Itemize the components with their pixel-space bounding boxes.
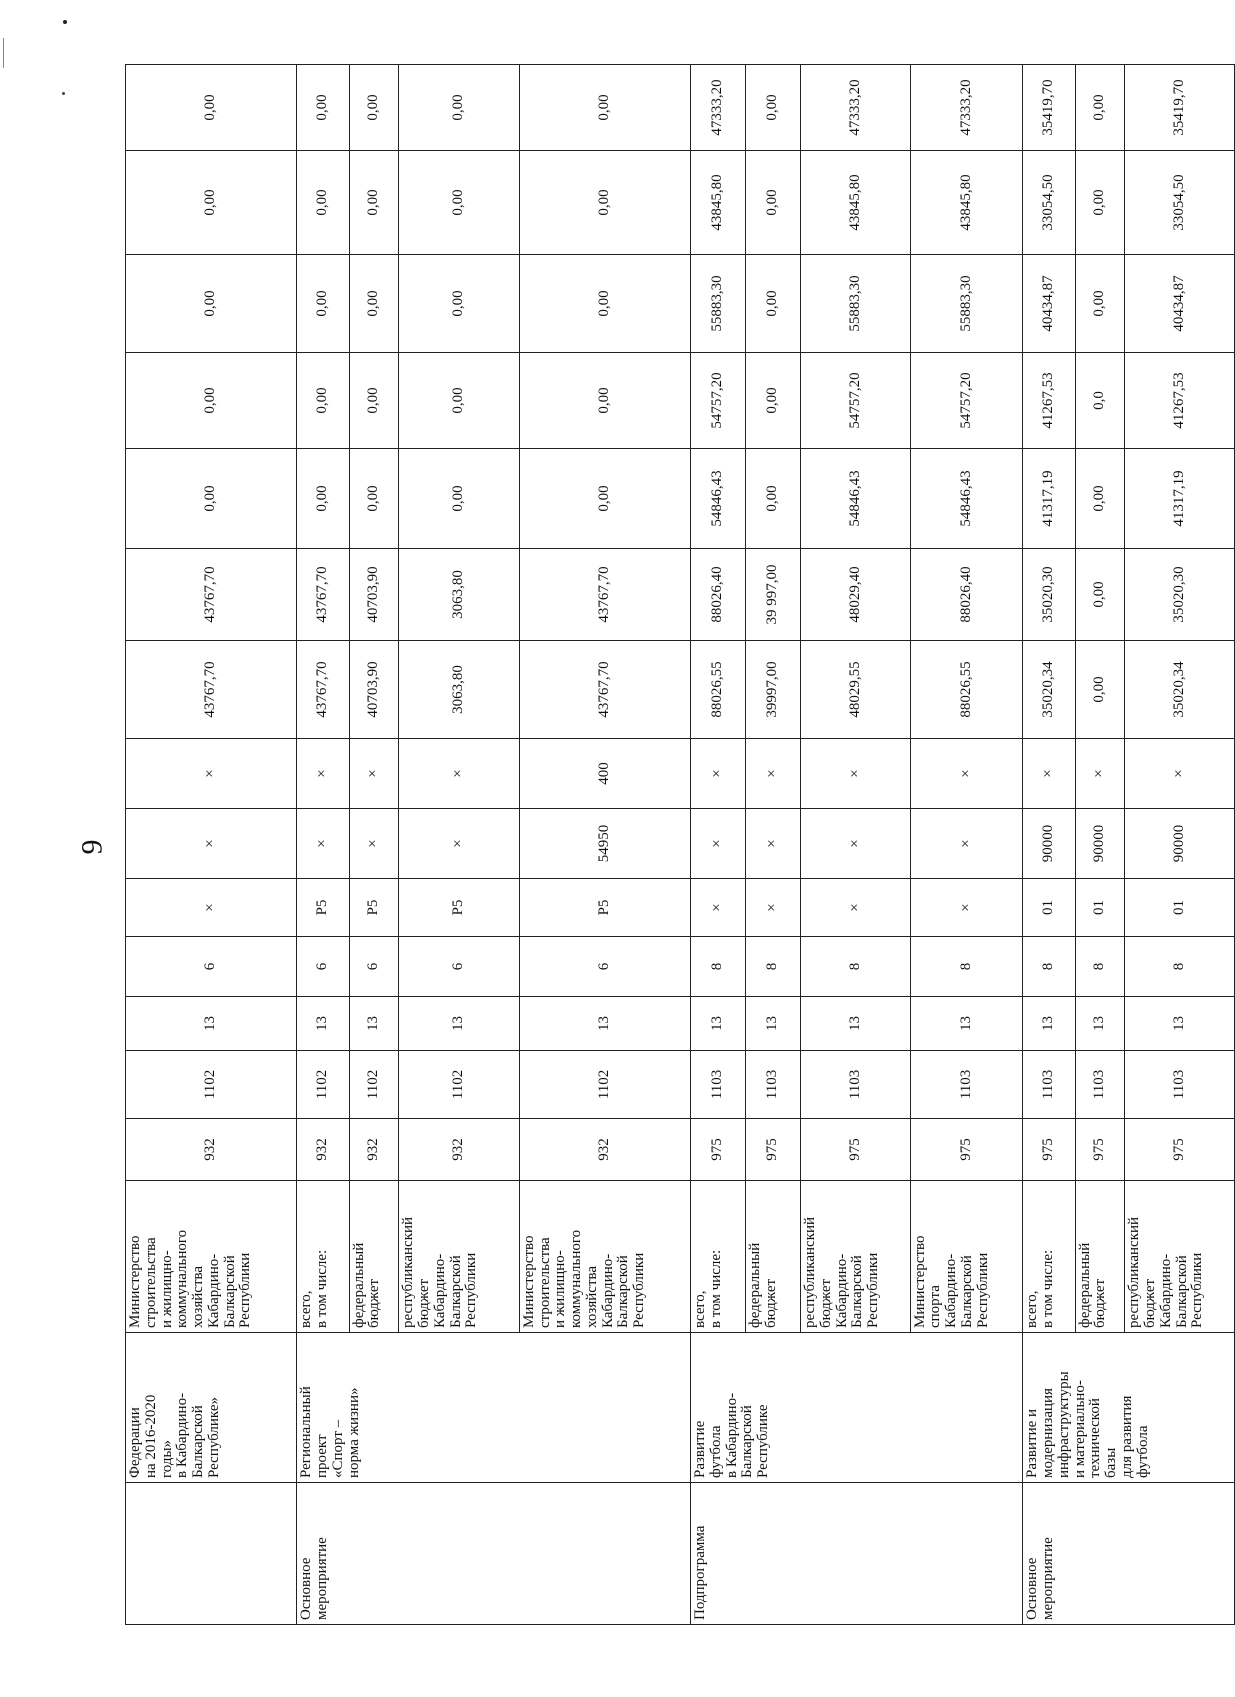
- cell-grbs: 932: [519, 1119, 690, 1181]
- cell-v7: 0,00: [746, 65, 801, 151]
- cell-v1: 40703,90: [349, 641, 399, 739]
- cell-v5: 0,00: [1075, 255, 1125, 353]
- cell-vr: ×: [801, 739, 911, 809]
- cell-v1: 43767,70: [297, 641, 349, 739]
- cell-pp: 8: [1125, 937, 1235, 997]
- cell-vr: ×: [910, 739, 1023, 809]
- cell-vr: ×: [746, 739, 801, 809]
- cell-v4: 54757,20: [910, 353, 1023, 449]
- cell-gp: 13: [1023, 997, 1075, 1051]
- cell-v3: 0,00: [399, 449, 519, 549]
- cell-v5: 0,00: [399, 255, 519, 353]
- cell-v6: 0,00: [297, 151, 349, 255]
- scan-speck: [63, 20, 67, 24]
- cell-v7: 0,00: [126, 65, 297, 151]
- cell-grbs: 975: [910, 1119, 1023, 1181]
- cell-status: [126, 1483, 297, 1625]
- cell-grbs: 932: [349, 1119, 399, 1181]
- cell-v1: 48029,55: [801, 641, 911, 739]
- table-row: [1023, 65, 1075, 1625]
- cell-v6: 33054,50: [1125, 151, 1235, 255]
- cell-gp: 13: [801, 997, 911, 1051]
- cell-v7: 35419,70: [1125, 65, 1235, 151]
- cell-nr: ×: [910, 809, 1023, 879]
- cell-program-name: Развитие футбола в Кабардино- Балкарской Республике: [691, 1333, 1023, 1483]
- cell-pp: 6: [297, 937, 349, 997]
- cell-nr: ×: [399, 809, 519, 879]
- cell-program-name: Федерации на 2016-2020 годы» в Кабардино- Балкарской Республике»: [126, 1333, 297, 1483]
- cell-grbs: 932: [297, 1119, 349, 1181]
- cell-v6: 0,00: [399, 151, 519, 255]
- cell-v1: 88026,55: [910, 641, 1023, 739]
- cell-rzpr: 1102: [399, 1051, 519, 1119]
- scan-speck: [62, 92, 65, 95]
- cell-pp: 6: [126, 937, 297, 997]
- cell-v4: 0,00: [399, 353, 519, 449]
- cell-rzpr: 1103: [910, 1051, 1023, 1119]
- cell-v5: 40434,87: [1023, 255, 1075, 353]
- cell-v5: 0,00: [126, 255, 297, 353]
- cell-v7: 0,00: [519, 65, 690, 151]
- cell-v3: 54846,43: [801, 449, 911, 549]
- cell-v4: 54757,20: [801, 353, 911, 449]
- cell-funding-source: всего, в том числе:: [297, 1181, 349, 1333]
- cell-v7: 47333,20: [910, 65, 1023, 151]
- cell-v1: 0,00: [1075, 641, 1125, 739]
- cell-v1: 39997,00: [746, 641, 801, 739]
- cell-om: ×: [126, 879, 297, 937]
- cell-om: 01: [1125, 879, 1235, 937]
- cell-gp: 13: [349, 997, 399, 1051]
- cell-status: Основное мероприятие: [297, 1483, 691, 1625]
- cell-v3: 0,00: [126, 449, 297, 549]
- cell-om: ×: [746, 879, 801, 937]
- cell-v1: 43767,70: [126, 641, 297, 739]
- cell-rzpr: 1102: [297, 1051, 349, 1119]
- cell-v3: 54846,43: [691, 449, 746, 549]
- cell-v5: 55883,30: [910, 255, 1023, 353]
- cell-om: P5: [519, 879, 690, 937]
- cell-rzpr: 1102: [126, 1051, 297, 1119]
- cell-v7: 0,00: [1075, 65, 1125, 151]
- cell-v3: 54846,43: [910, 449, 1023, 549]
- cell-v5: 0,00: [349, 255, 399, 353]
- cell-om: 01: [1075, 879, 1125, 937]
- cell-grbs: 975: [1075, 1119, 1125, 1181]
- cell-v6: 0,00: [746, 151, 801, 255]
- cell-gp: 13: [519, 997, 690, 1051]
- cell-rzpr: 1103: [1125, 1051, 1235, 1119]
- cell-grbs: 975: [1023, 1119, 1075, 1181]
- cell-rzpr: 1103: [1075, 1051, 1125, 1119]
- cell-v1: 43767,70: [519, 641, 690, 739]
- cell-v5: 55883,30: [691, 255, 746, 353]
- page-number: 9: [75, 839, 109, 855]
- cell-v5: 40434,87: [1125, 255, 1235, 353]
- cell-nr: ×: [297, 809, 349, 879]
- cell-v2: 0,00: [1075, 549, 1125, 641]
- cell-gp: 13: [910, 997, 1023, 1051]
- cell-gp: 13: [297, 997, 349, 1051]
- cell-rzpr: 1102: [519, 1051, 690, 1119]
- cell-v6: 0,00: [349, 151, 399, 255]
- cell-om: ×: [801, 879, 911, 937]
- cell-v4: 0,00: [126, 353, 297, 449]
- cell-v6: 43845,80: [801, 151, 911, 255]
- cell-v2: 35020,30: [1023, 549, 1075, 641]
- cell-v2: 35020,30: [1125, 549, 1235, 641]
- cell-pp: 8: [801, 937, 911, 997]
- cell-v5: 0,00: [746, 255, 801, 353]
- cell-v7: 0,00: [399, 65, 519, 151]
- cell-grbs: 975: [746, 1119, 801, 1181]
- cell-v7: 0,00: [349, 65, 399, 151]
- cell-v6: 43845,80: [691, 151, 746, 255]
- cell-om: ×: [691, 879, 746, 937]
- cell-v4: 0,00: [746, 353, 801, 449]
- cell-om: 01: [1023, 879, 1075, 937]
- cell-v7: 35419,70: [1023, 65, 1075, 151]
- cell-funding-source: республиканский бюджет Кабардино- Балкарской Республики: [801, 1181, 911, 1333]
- cell-gp: 13: [746, 997, 801, 1051]
- cell-v3: 0,00: [519, 449, 690, 549]
- cell-v7: 47333,20: [691, 65, 746, 151]
- cell-v2: 88026,40: [910, 549, 1023, 641]
- cell-grbs: 975: [1125, 1119, 1235, 1181]
- cell-pp: 8: [1075, 937, 1125, 997]
- cell-v7: 0,00: [297, 65, 349, 151]
- cell-vr: ×: [399, 739, 519, 809]
- cell-vr: ×: [1125, 739, 1235, 809]
- cell-status: Подпрограмма: [691, 1483, 1023, 1625]
- cell-om: P5: [297, 879, 349, 937]
- cell-pp: 8: [746, 937, 801, 997]
- cell-pp: 6: [519, 937, 690, 997]
- cell-v5: 0,00: [297, 255, 349, 353]
- cell-gp: 13: [1125, 997, 1235, 1051]
- cell-nr: 90000: [1075, 809, 1125, 879]
- cell-v6: 43845,80: [910, 151, 1023, 255]
- cell-v1: 88026,55: [691, 641, 746, 739]
- cell-program-name: Региональный проект «Спорт – норма жизни»: [297, 1333, 691, 1483]
- cell-v4: 0,00: [349, 353, 399, 449]
- cell-v2: 88026,40: [691, 549, 746, 641]
- cell-v6: 0,00: [126, 151, 297, 255]
- cell-v4: 41267,53: [1023, 353, 1075, 449]
- cell-funding-source: федеральный бюджет: [746, 1181, 801, 1333]
- cell-program-name: Развитие и модернизация инфраструктуры и материально- технической базы для развития футбола: [1023, 1333, 1235, 1483]
- cell-v2: 3063,80: [399, 549, 519, 641]
- cell-v6: 33054,50: [1023, 151, 1075, 255]
- cell-vr: ×: [126, 739, 297, 809]
- cell-grbs: 975: [691, 1119, 746, 1181]
- cell-v2: 43767,70: [126, 549, 297, 641]
- cell-v4: 41267,53: [1125, 353, 1235, 449]
- cell-grbs: 975: [801, 1119, 911, 1181]
- cell-v2: 40703,90: [349, 549, 399, 641]
- cell-v1: 35020,34: [1023, 641, 1075, 739]
- cell-v1: 35020,34: [1125, 641, 1235, 739]
- cell-funding-source: Министерство спорта Кабардино- Балкарской Республики: [910, 1181, 1023, 1333]
- cell-om: P5: [399, 879, 519, 937]
- cell-gp: 13: [691, 997, 746, 1051]
- cell-funding-source: федеральный бюджет: [1075, 1181, 1125, 1333]
- cell-rzpr: 1103: [691, 1051, 746, 1119]
- cell-pp: 8: [910, 937, 1023, 997]
- cell-nr: 90000: [1023, 809, 1075, 879]
- cell-nr: ×: [801, 809, 911, 879]
- cell-nr: ×: [691, 809, 746, 879]
- cell-funding-source: Министерство строительства и жилищно- коммунального хозяйства Кабардино- Балкарской Республики: [126, 1181, 297, 1333]
- cell-v1: 3063,80: [399, 641, 519, 739]
- cell-v2: 39 997,00: [746, 549, 801, 641]
- cell-v6: 0,00: [519, 151, 690, 255]
- cell-nr: ×: [746, 809, 801, 879]
- cell-pp: 8: [691, 937, 746, 997]
- cell-v2: 43767,70: [297, 549, 349, 641]
- cell-gp: 13: [399, 997, 519, 1051]
- cell-vr: ×: [1075, 739, 1125, 809]
- cell-v3: 41317,19: [1125, 449, 1235, 549]
- cell-pp: 6: [399, 937, 519, 997]
- cell-rzpr: 1103: [746, 1051, 801, 1119]
- table-row: [691, 65, 746, 1625]
- cell-nr: 90000: [1125, 809, 1235, 879]
- cell-vr: ×: [297, 739, 349, 809]
- cell-status: Основное мероприятие: [1023, 1483, 1235, 1625]
- scan-edge-line: [3, 38, 4, 68]
- cell-v2: 48029,40: [801, 549, 911, 641]
- cell-funding-source: всего, в том числе:: [691, 1181, 746, 1333]
- cell-v3: 0,00: [297, 449, 349, 549]
- cell-v4: 54757,20: [691, 353, 746, 449]
- cell-rzpr: 1103: [1023, 1051, 1075, 1119]
- cell-gp: 13: [126, 997, 297, 1051]
- cell-grbs: 932: [399, 1119, 519, 1181]
- cell-v5: 0,00: [519, 255, 690, 353]
- cell-v3: 0,00: [1075, 449, 1125, 549]
- cell-v5: 55883,30: [801, 255, 911, 353]
- table-row: [297, 65, 349, 1625]
- cell-vr: ×: [691, 739, 746, 809]
- cell-pp: 8: [1023, 937, 1075, 997]
- cell-nr: ×: [349, 809, 399, 879]
- cell-funding-source: Министерство строительства и жилищно- коммунального хозяйства Кабардино- Балкарской Республики: [519, 1181, 690, 1333]
- cell-pp: 6: [349, 937, 399, 997]
- cell-funding-source: всего, в том числе:: [1023, 1181, 1075, 1333]
- cell-funding-source: федеральный бюджет: [349, 1181, 399, 1333]
- budget-table: [125, 64, 1235, 1625]
- budget-table-container: [125, 65, 1235, 1625]
- cell-v4: 0,00: [519, 353, 690, 449]
- cell-nr: 54950: [519, 809, 690, 879]
- cell-rzpr: 1102: [349, 1051, 399, 1119]
- cell-v4: 0,0: [1075, 353, 1125, 449]
- cell-om: P5: [349, 879, 399, 937]
- cell-nr: ×: [126, 809, 297, 879]
- cell-v6: 0,00: [1075, 151, 1125, 255]
- cell-v4: 0,00: [297, 353, 349, 449]
- cell-v3: 41317,19: [1023, 449, 1075, 549]
- cell-funding-source: республиканский бюджет Кабардино- Балкарской Республики: [1125, 1181, 1235, 1333]
- cell-v7: 47333,20: [801, 65, 911, 151]
- cell-vr: ×: [349, 739, 399, 809]
- cell-vr: 400: [519, 739, 690, 809]
- cell-om: ×: [910, 879, 1023, 937]
- cell-v2: 43767,70: [519, 549, 690, 641]
- cell-v3: 0,00: [349, 449, 399, 549]
- cell-rzpr: 1103: [801, 1051, 911, 1119]
- cell-grbs: 932: [126, 1119, 297, 1181]
- table-row: [126, 65, 297, 1625]
- cell-vr: ×: [1023, 739, 1075, 809]
- cell-gp: 13: [1075, 997, 1125, 1051]
- cell-v3: 0,00: [746, 449, 801, 549]
- cell-funding-source: республиканский бюджет Кабардино- Балкарской Республики: [399, 1181, 519, 1333]
